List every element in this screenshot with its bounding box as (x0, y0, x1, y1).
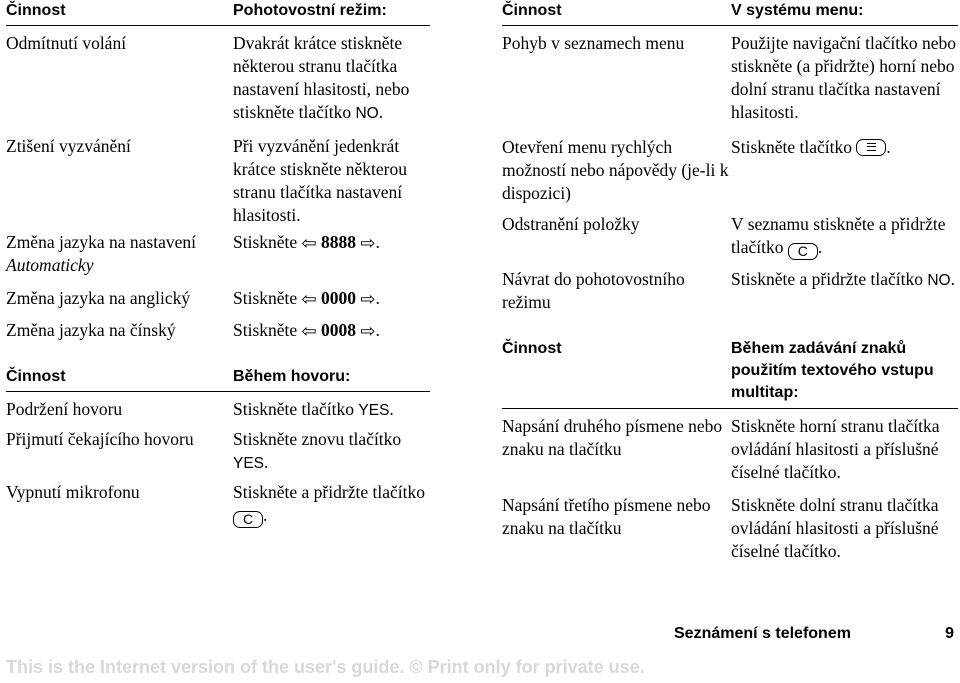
row-action: Podržení hovoru (6, 399, 123, 419)
table-row (6, 398, 430, 422)
header-mode: Během zadávání znaků použitím textového vstupu multitap: (731, 340, 934, 401)
row-action: Změna jazyka na anglický (6, 288, 191, 308)
text-input-table-header (502, 338, 958, 409)
table-row (6, 428, 430, 475)
row-howto: Při vyzvánění jedenkrát krátce stiskněte některou stranu tlačítka nastavení hlasitosti. (233, 136, 407, 225)
table-row (502, 415, 958, 484)
menu-key-icon (856, 139, 886, 156)
row-howto: V seznamu stiskněte a přidržte tlačítko C . (731, 214, 946, 259)
page-number: 9 (945, 625, 954, 642)
right-arrow-icon: ⇨ (360, 233, 376, 253)
no-key-label: NO (927, 272, 951, 289)
left-arrow-icon: ⇦ (301, 289, 317, 309)
key-code: 0008 (321, 320, 357, 340)
right-arrow-icon: ⇨ (360, 321, 376, 341)
row-howto: Použijte navigační tlačítko nebo stiskněte (a přidržte) horní nebo dolní stranu tlačítka nastavení hlasitosti. (731, 33, 957, 122)
header-mode: Pohotovostní režim: (233, 2, 387, 19)
no-key-label: NO (355, 105, 379, 122)
row-howto: Dvakrát krátce stiskněte některou stranu tlačítka nastavení hlasitosti, nebo stiskněte tlačítko NO. (233, 33, 410, 122)
table-row (6, 481, 430, 528)
row-howto: Stiskněte a přidržte tlačítko C . (233, 482, 425, 527)
row-howto: Stiskněte horní stranu tlačítka ovládání hlasitosti a příslušné číselné tlačítko. (731, 416, 940, 482)
row-action: Otevření menu rychlých možností nebo nápovědy (je-li k dispozici) (502, 137, 729, 203)
table-row (502, 494, 958, 563)
table-row (502, 213, 958, 260)
header-action: Činnost (502, 2, 562, 19)
right-column (502, 0, 958, 563)
key-code: 8888 (321, 232, 357, 252)
header-mode: V systému menu: (731, 2, 864, 19)
row-action: Pohyb v seznamech menu (502, 33, 685, 53)
key-code: 0000 (321, 288, 357, 308)
table-row (6, 32, 430, 125)
page-footer (674, 625, 954, 643)
row-howto: Stiskněte dolní stranu tlačítka ovládání hlasitosti a příslušné číselné tlačítko. (731, 495, 939, 561)
row-action: Ztišení vyzvánění (6, 136, 131, 156)
header-action: Činnost (6, 2, 66, 19)
private-use-notice: This is the Internet version of the user's guide. © Print only for private use. (6, 657, 645, 677)
row-howto: Stiskněte tlačítko . (731, 137, 891, 157)
menu-table-header (502, 0, 958, 26)
row-action: Návrat do pohotovostního režimu (502, 269, 685, 312)
table-row (502, 136, 958, 205)
call-table-header (6, 367, 430, 392)
left-column (6, 0, 430, 528)
row-action: Vypnutí mikrofonu (6, 482, 140, 502)
left-arrow-icon: ⇦ (301, 321, 317, 341)
row-action: Přijmutí čekajícího hovoru (6, 429, 194, 449)
table-row (6, 319, 430, 343)
row-action: Odstranění položky (502, 214, 640, 234)
table-row (502, 268, 958, 314)
standby-table-header (6, 0, 430, 26)
yes-key-label: YES (358, 402, 390, 419)
table-row (502, 32, 958, 124)
row-howto: Stiskněte tlačítko YES. (233, 399, 394, 419)
row-action: Odmítnutí volání (6, 33, 127, 53)
section-title: Seznámení s telefonem (674, 625, 851, 642)
yes-key-label: YES (233, 455, 265, 472)
row-action: Změna jazyka na nastavení Automaticky (6, 232, 196, 275)
row-howto: Stiskněte a přidržte tlačítko NO. (731, 269, 955, 289)
table-row (6, 287, 430, 311)
header-action: Činnost (502, 340, 562, 357)
row-howto: Stiskněte ⇦ 0008 ⇨. (233, 320, 380, 341)
c-key-icon: C (233, 511, 263, 528)
table-row (6, 135, 430, 227)
row-howto: Stiskněte ⇦ 0000 ⇨. (233, 288, 380, 309)
header-action: Činnost (6, 368, 66, 385)
right-arrow-icon: ⇨ (360, 289, 376, 309)
c-key-icon: C (788, 243, 818, 260)
row-action: Napsání třetího písmene nebo znaku na tlačítku (502, 495, 711, 538)
row-action: Změna jazyka na čínský (6, 320, 176, 340)
left-arrow-icon: ⇦ (301, 233, 317, 253)
row-action: Napsání druhého písmene nebo znaku na tlačítku (502, 416, 723, 459)
table-row (6, 231, 430, 277)
row-howto: Stiskněte znovu tlačítko YES. (233, 429, 402, 472)
row-howto: Stiskněte ⇦ 8888 ⇨. (233, 232, 380, 253)
header-mode: Během hovoru: (233, 368, 351, 385)
